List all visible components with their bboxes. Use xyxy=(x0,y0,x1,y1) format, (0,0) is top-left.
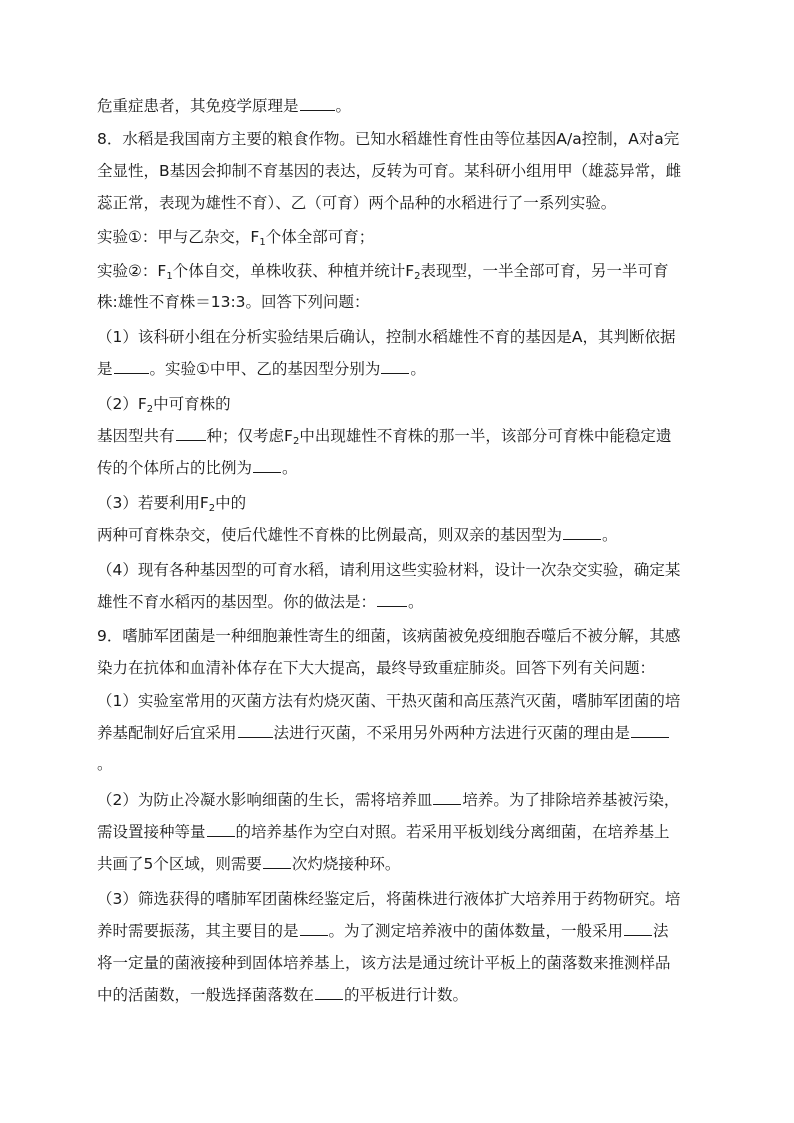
q8-stem-line-3 xyxy=(97,192,754,214)
text: 两种可育株杂交，使后代雄性不育株的比例最高，则双亲的基因型为 xyxy=(97,526,563,544)
text: 中出现雄性不育株的那一半，该部分可育株中能稳定遗 xyxy=(299,427,672,445)
q9-part3-line-4 xyxy=(97,984,754,1006)
text: 个体全部可育； xyxy=(265,228,375,246)
experiment-1-line xyxy=(97,226,754,254)
q8-part4-line-2 xyxy=(97,591,754,613)
text: 将一定量的菌液接种到固体培养基上，该方法是通过统计平板上的菌落数来推测样品 xyxy=(97,954,671,972)
q9-part1-line-2 xyxy=(97,722,754,744)
q9-part3-line-3 xyxy=(97,952,754,974)
text: 传的个体所占的比例为 xyxy=(97,459,253,477)
q8-part3-line-1 xyxy=(97,492,754,520)
text: 养基配制好后宜采用 xyxy=(97,724,237,742)
text: （3）若要利用F xyxy=(97,494,209,512)
text: （1）实验室常用的灭菌方法有灼烧灭菌、干热灭菌和高压蒸汽灭菌，嗜肺军团菌的培 xyxy=(97,692,681,710)
subscript: 2 xyxy=(146,404,154,415)
experiment-2-line xyxy=(97,260,754,288)
q8-part4-line-1 xyxy=(97,559,754,581)
text: 实验①：甲与乙杂交，F xyxy=(97,228,260,246)
text: 个体自交，单株收获、种植并统计F xyxy=(172,262,415,280)
subscript: 1 xyxy=(166,271,173,282)
q9-part2-line-2 xyxy=(97,821,754,843)
text: 。实验①中甲、乙的基因型分别为 xyxy=(149,360,381,378)
q8-part2-line-1 xyxy=(97,393,754,421)
subscript: 2 xyxy=(292,436,300,447)
text: （1）该科研小组在分析实验结果后确认，控制水稻雄性不育的基因是A，其判断依据 xyxy=(97,328,676,346)
text: 次灼烧接种环。 xyxy=(291,855,401,873)
q9-stem-line-1 xyxy=(97,625,754,647)
q8-part1-line-2 xyxy=(97,358,754,380)
answer-blank xyxy=(300,921,328,936)
text: 中的活菌数，一般选择菌落数在 xyxy=(97,986,315,1004)
text: 。 xyxy=(282,459,298,477)
subscript: 2 xyxy=(414,271,421,282)
line-01 xyxy=(97,95,754,117)
text: （4）现有各种基因型的可育水稻，请利用这些实验材料，设计一次杂交实验，确定某 xyxy=(97,561,681,579)
text: 是 xyxy=(97,360,113,378)
answer-blank xyxy=(253,458,281,473)
text: 全显性，B基因会抑制不育基因的表达，反转为可育。某科研小组用甲（雄蕊异常，雌 xyxy=(97,162,682,180)
text: 实验②：F xyxy=(97,262,167,280)
text: 培养。为了排除培养基被污染， xyxy=(462,791,680,809)
text: 危重症患者，其免疫学原理是 xyxy=(97,97,299,115)
answer-blank xyxy=(238,723,273,738)
text: 养时需要振荡，其主要目的是 xyxy=(97,922,299,940)
q9-part1-line-3 xyxy=(97,753,754,775)
experiment-2-line-2 xyxy=(97,291,754,313)
text: 法进行灭菌，不采用另外两种方法进行灭菌的理由是 xyxy=(273,724,631,742)
answer-blank xyxy=(563,525,601,540)
answer-blank xyxy=(631,723,669,738)
text: （3）筛选获得的嗜肺军团菌株经鉴定后，将菌株进行液体扩大培养用于药物研究。培 xyxy=(97,890,681,908)
q8-part1-line-1 xyxy=(97,326,754,348)
answer-blank xyxy=(315,985,343,1000)
q8-part3-line-2 xyxy=(97,524,754,546)
answer-blank xyxy=(114,359,149,374)
text: 株:雄性不育株＝13:3。回答下列问题： xyxy=(97,293,370,311)
q9-part2-line-1 xyxy=(97,789,754,811)
text: 法 xyxy=(653,922,669,940)
text: 的培养基作为空白对照。若采用平板划线分离细菌，在培养基上 xyxy=(235,823,670,841)
text: 。 xyxy=(97,755,113,773)
text: （2）为防止冷凝水影响细菌的生长，需将培养皿 xyxy=(97,791,433,809)
answer-blank xyxy=(433,790,461,805)
q9-stem-line-2 xyxy=(97,657,754,679)
q8-stem-line-2 xyxy=(97,160,754,182)
subscript: 1 xyxy=(259,237,266,248)
text: 。为了测定培养液中的菌体数量，一般采用 xyxy=(328,922,624,940)
text: 蕊正常，表现为雄性不育）、乙（可育）两个品种的水稻进行了一系列实验。 xyxy=(97,194,617,212)
text: 的平板进行计数。 xyxy=(344,986,469,1004)
text: 。 xyxy=(408,593,424,611)
text: 基因型共有 xyxy=(97,427,175,445)
answer-blank xyxy=(377,592,407,607)
text: 。 xyxy=(410,360,426,378)
subscript: 2 xyxy=(208,503,216,514)
text: 9．嗜肺军团菌是一种细胞兼性寄生的细菌，该病菌被免疫细胞吞噬后不被分解，其感 xyxy=(97,627,681,645)
q9-part2-line-3 xyxy=(97,853,754,875)
text: 染力在抗体和血清补体存在下大大提高，最终导致重症肺炎。回答下列有关问题： xyxy=(97,659,656,677)
answer-blank xyxy=(381,359,409,374)
answer-blank xyxy=(176,426,206,441)
q8-part2-line-2 xyxy=(97,425,754,453)
text: 雄性不育水稻丙的基因型。你的做法是： xyxy=(97,593,377,611)
answer-blank xyxy=(207,822,235,837)
answer-blank xyxy=(624,921,652,936)
q9-part3-line-1 xyxy=(97,888,754,910)
q9-part1-line-1 xyxy=(97,690,754,712)
text: 中的 xyxy=(215,494,247,512)
answer-blank xyxy=(300,96,335,111)
q8-part2-line-3 xyxy=(97,457,754,479)
text: 共画了5个区域，则需要 xyxy=(97,855,262,873)
text: 表现型，一半全部可育，另一半可育 xyxy=(420,262,669,280)
text: 种；仅考虑F xyxy=(206,427,293,445)
q8-stem-line-1 xyxy=(97,128,754,150)
text: （2）F xyxy=(97,395,147,413)
text: 。 xyxy=(602,526,618,544)
text: 。 xyxy=(335,97,352,115)
text: 需设置接种等量 xyxy=(97,823,206,841)
q9-part3-line-2 xyxy=(97,920,754,942)
answer-blank xyxy=(263,854,291,869)
text: 8．水稻是我国南方主要的粮食作物。已知水稻雄性育性由等位基因A/a控制，A对a完 xyxy=(97,130,680,148)
text: 中可育株的 xyxy=(153,395,231,413)
